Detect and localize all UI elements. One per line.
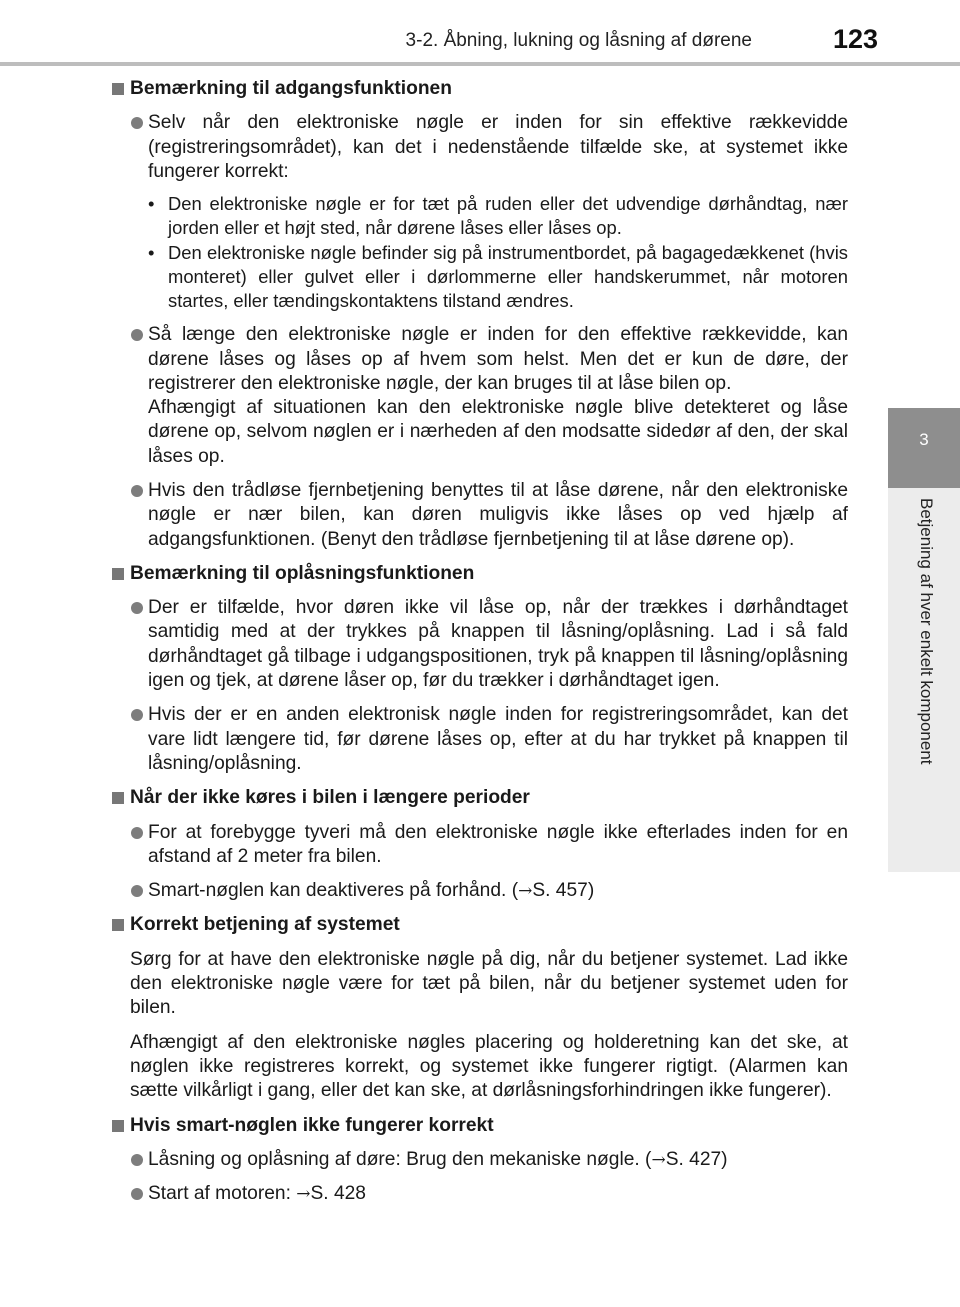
dot-icon: •: [148, 241, 155, 263]
bullet-item: [110, 111, 848, 184]
page-reference: S. 427): [665, 1148, 728, 1170]
chapter-title: Betjening af hver enkelt komponent: [917, 498, 936, 765]
bullet-icon: [131, 485, 143, 497]
bullet-icon: [131, 827, 143, 839]
sub-list-item: [148, 192, 848, 240]
bullet-icon: [131, 1154, 143, 1166]
section-heading: Når der ikke køres i bilen i længere perioder: [110, 786, 848, 810]
sub-list: [148, 192, 848, 313]
bullet-item: [110, 821, 848, 870]
bullet-icon: [131, 1188, 143, 1200]
bullet-item: [110, 323, 848, 469]
chapter-number: 3: [919, 430, 929, 449]
bullet-icon: [131, 602, 143, 614]
bullet-text-continued: Afhængigt af situationen kan den elektroniske nøgle blive detekteret og låse dørene op, selvom nøglen er i nærheden af den modsatte sidedør af den, der skal låses op.: [148, 397, 848, 467]
section-heading: Bemærkning til adgangsfunktionen: [110, 77, 848, 101]
dot-icon: •: [148, 193, 155, 215]
bullet-icon: [131, 709, 143, 721]
bullet-icon: [131, 117, 143, 129]
bullet-text: For at forebygge tyveri må den elektroniske nøgle ikke efterlades inden for en afstand af 2 meter fra bilen.: [148, 821, 848, 867]
chapter-strip: [888, 488, 960, 872]
sub-list-item: [148, 241, 848, 314]
bullet-text: Så længe den elektroniske nøgle er inden for den effektive rækkevidde, kan dørene låses og låses op af hvem som helst. Men det er kun de døre, der registrerer den elektroniske nøgle, der kan bruges til at låse bilen op.: [148, 324, 848, 394]
bullet-icon: [131, 329, 143, 341]
bullet-item: [110, 1182, 848, 1206]
section-heading: Hvis smart-nøglen ikke fungerer korrekt: [110, 1114, 848, 1138]
bullet-text: Selv når den elektroniske nøgle er inden for sin effektive rækkevidde (registreringsområdet), kan det i nedenstående tilfælde ske, at systemet ikke fungerer korrekt:: [148, 112, 848, 182]
section-heading: Korrekt betjening af systemet: [110, 913, 848, 937]
page-reference: S. 457): [532, 880, 595, 902]
bullet-item: [110, 479, 848, 552]
bullet-item: [110, 879, 848, 903]
bullet-text: Smart-nøglen kan deaktiveres på forhånd. (: [148, 880, 519, 902]
arrow-icon: →: [651, 1149, 666, 1170]
bullet-icon: [131, 885, 143, 897]
paragraph: Sørg for at have den elektroniske nøgle på dig, når du betjener systemet. Lad ikke den elektroniske nøgle være for tæt på bilen, når du betjener systemet uden for bilen.: [130, 948, 848, 1019]
bullet-text: Der er tilfælde, hvor døren ikke vil låse op, når der trækkes i dørhåndtaget samtidig med at der trykkes på knappen til låsning/oplåsning. Lad i så fald dørhåndtaget gå tilbage i udgangspositionen, tryk på knappen til låsning/oplåsning igen og tjek, at dørene låser op, før du trækker i dørhåndtaget igen.: [148, 597, 848, 692]
arrow-icon: →: [518, 881, 533, 902]
page-header: [0, 0, 960, 62]
section-heading: Bemærkning til oplåsningsfunktionen: [110, 562, 848, 586]
bullet-item: [110, 1148, 848, 1172]
header-divider: [0, 62, 960, 66]
chapter-tab: [888, 408, 960, 488]
sub-item-text: Den elektroniske nøgle befinder sig på instrumentbordet, på bagagedækkenet (hvis monteret) eller gulvet eller i dørlommerne eller handskerummet, når motoren startes, eller tændingskontaktens tilstand ændres.: [168, 241, 848, 311]
bullet-text: Hvis den trådløse fjernbetjening benyttes til at låse dørene, når den elektroniske nøgle er nær bilen, kan døren muligvis ikke låses op ved hjælp af adgangsfunktionen. (Benyt den trådløse fjernbetjening til at låse dørene op).: [148, 479, 848, 550]
arrow-icon: →: [296, 1184, 311, 1205]
sub-item-text: Den elektroniske nøgle er for tæt på ruden eller det udvendige dørhåndtag, nær jorden eller et højt sted, når dørene låses eller låses op.: [168, 193, 848, 239]
bullet-text: Låsning og oplåsning af døre: Brug den mekaniske nøgle. (: [148, 1148, 652, 1170]
bullet-item: [110, 703, 848, 776]
page-content: [110, 77, 848, 1216]
paragraph: Afhængigt af den elektroniske nøgles placering og holderetning kan det ske, at nøglen ikke registreres korrekt, og systemet ikke fungerer rigtigt. (Alarmen kan sætte vilkårligt i gang, eller det kan ske, at dørlåsningsforhindringen ikke fungerer).: [130, 1031, 848, 1102]
page-number: 123: [832, 24, 878, 54]
page-reference: S. 428: [310, 1183, 366, 1205]
bullet-text: Hvis der er en anden elektronisk nøgle inden for registreringsområdet, kan det vare lidt længere tid, før dørene låses op, efter at du har trykket på knappen til låsning/oplåsning.: [148, 704, 848, 774]
section-title: 3-2. Åbning, lukning og låsning af dørene: [405, 30, 752, 51]
bullet-item: [110, 596, 848, 693]
bullet-text: Start af motoren:: [148, 1183, 297, 1205]
